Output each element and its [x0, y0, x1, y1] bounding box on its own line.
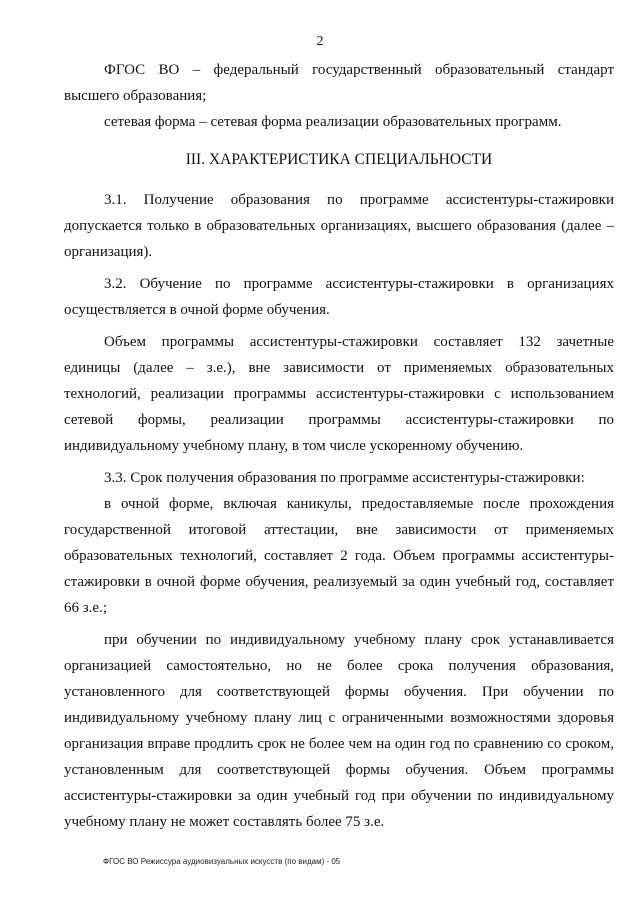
document-body	[64, 57, 614, 841]
page-footer: ФГОС ВО Режиссура аудиовизуальных искусств (по видам) - 05	[103, 857, 341, 866]
definition-network-form: сетевая форма – сетевая форма реализации образовательных программ.	[104, 114, 562, 130]
paragraph-3-1: 3.1. Получение образования по программе ассистентуры-стажировки допускается только в образовательных организациях, высшего образования (далее – организация).	[64, 192, 614, 260]
paragraph-3-2: 3.2. Обучение по программе ассистентуры-стажировки в организациях осуществляется в очной форме обучения.	[64, 276, 614, 318]
section-heading: III. ХАРАКТЕРИСТИКА СПЕЦИАЛЬНОСТИ	[185, 151, 493, 168]
definition-fgos: ФГОС ВО – федеральный государственный образовательный стандарт высшего образования;	[64, 62, 614, 104]
paragraph-volume: Объем программы ассистентуры-стажировки составляет 132 зачетные единицы (далее – з.е.), вне зависимости от применяемых образовательных технологий, реализации программы ассистентуры-стажировки с использованием сетевой формы, реализации программы ассистентуры-стажировки по индивидуальному учебному плану, в том числе ускоренному обучению.	[64, 334, 614, 454]
paragraph-individual-plan: при обучении по индивидуальному учебному плану срок устанавливается организацией самостоятельно, но не более срока получения образования, установленного для соответствующей формы обучения. При обучении по индивидуальному учебному плану лиц с ограниченными возможностями здоровья организация вправе продлить срок не более чем на один год по сравнению со сроком, установленным для соответствующей формы обучения. Объем программы ассистентуры-стажировки за один учебный год при обучении по индивидуальному учебному плану не может составлять более 75 з.е.	[64, 632, 614, 830]
page-number: 2	[316, 34, 324, 49]
paragraph-3-3: 3.3. Срок получения образования по программе ассистентуры-стажировки:	[104, 470, 585, 486]
paragraph-full-time: в очной форме, включая каникулы, предоставляемые после прохождения государственной итоговой аттестации, вне зависимости от применяемых образовательных технологий, составляет 2 года. Объем программы ассистентуры-стажировки в очной форме обучения, реализуемый за один учебный год, составляет 66 з.е.;	[64, 496, 614, 616]
